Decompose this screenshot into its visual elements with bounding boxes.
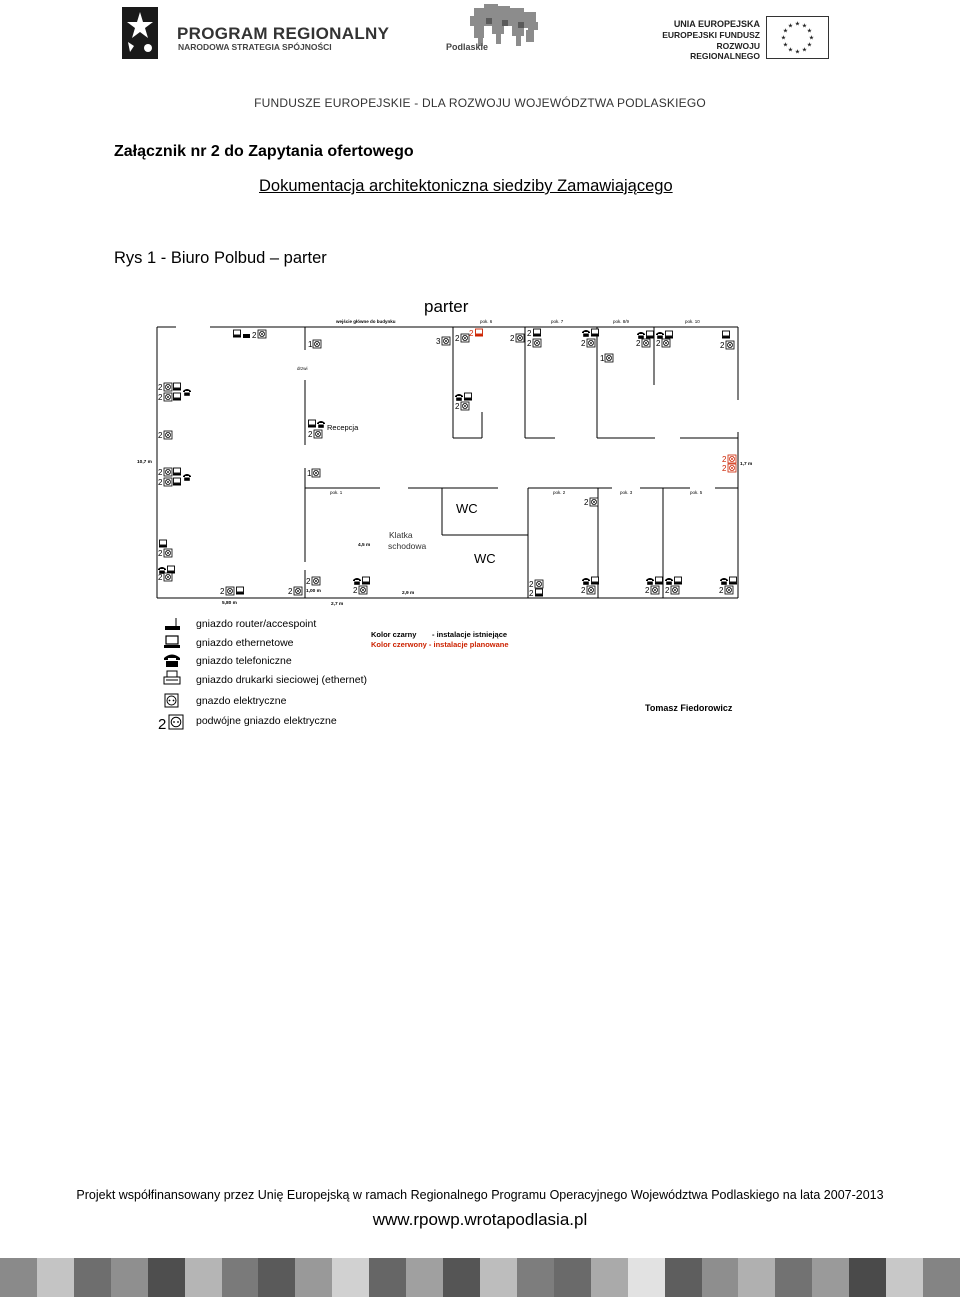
- socket-count: 2: [220, 587, 225, 596]
- socket-count: 2: [455, 402, 460, 411]
- footer-bar-segment: [406, 1258, 443, 1297]
- figure-caption: Rys 1 - Biuro Polbud – parter: [114, 249, 327, 267]
- svg-text:★: ★: [787, 22, 794, 30]
- footer-bar-segment: [222, 1258, 259, 1297]
- socket-count: 2: [288, 587, 293, 596]
- socket-count: 1: [307, 469, 312, 478]
- printer-socket-icon: [164, 671, 180, 684]
- entrance-label: wejście główne do budynku: [336, 319, 396, 324]
- legend-label-power: gnazdo elektryczne: [196, 695, 287, 707]
- svg-text:★: ★: [782, 41, 789, 49]
- phone-socket-icon: [164, 655, 180, 668]
- socket-count: 2: [158, 549, 163, 558]
- socket-count: 2: [719, 586, 724, 595]
- program-subtitle: NARODOWA STRATEGIA SPÓJNOŚCI: [178, 42, 332, 52]
- room-label-pok6: pok. 6: [480, 319, 493, 324]
- footer-bar-segment: [0, 1258, 37, 1297]
- footer-bar-segment: [443, 1258, 480, 1297]
- footer-bar-segment: [738, 1258, 775, 1297]
- dimension-label: 2,9 m: [402, 591, 415, 596]
- room-label-pok10: pok. 10: [685, 319, 700, 324]
- footer-bar-segment: [812, 1258, 849, 1297]
- footer-bar-segment: [295, 1258, 332, 1297]
- room-label-pok89: pok. 8/9: [613, 319, 630, 324]
- legend-label-printer: gniazdo drukarki sieciowej (ethernet): [196, 674, 367, 686]
- legend-label-double-power: podwójne gniazdo elektryczne: [196, 715, 337, 727]
- svg-text:★: ★: [801, 22, 808, 30]
- footer-bar-segment: [886, 1258, 923, 1297]
- svg-text:★: ★: [801, 46, 808, 54]
- legend-double-count: 2: [158, 716, 167, 733]
- socket-count: 2: [158, 383, 163, 392]
- ethernet-socket-icon: [164, 636, 180, 648]
- eu-line-1: UNIA EUROPEJSKA: [673, 19, 760, 29]
- room-label-pok1: pok. 1: [330, 490, 343, 495]
- eu-line-3: ROZWOJU REGIONALNEGO: [690, 41, 760, 61]
- footer-bar-segment: [111, 1258, 148, 1297]
- footer-decorative-bar: [0, 1258, 960, 1297]
- socket-count: 3: [436, 337, 441, 346]
- socket-count: 2: [636, 339, 641, 348]
- floor-plan: [130, 290, 770, 740]
- socket-count: 2: [665, 586, 670, 595]
- legend-label-router: gniazdo router/accespoint: [196, 618, 317, 630]
- socket-count: 2: [584, 498, 589, 507]
- footer-bar-segment: [74, 1258, 111, 1297]
- dimension-label: 5,80 m: [222, 601, 237, 606]
- plan-legend: [158, 618, 733, 733]
- program-regionalny-logo-icon: [120, 4, 160, 62]
- svg-text:★: ★: [808, 34, 815, 42]
- stairwell-label-line2: schodowa: [388, 541, 427, 551]
- legend-label-ethernet: gniazdo ethernetowe: [196, 637, 294, 649]
- socket-count: 2: [158, 468, 163, 477]
- svg-text:★: ★: [806, 27, 813, 35]
- legend-label-phone: gniazdo telefoniczne: [196, 655, 292, 667]
- eu-flag-icon: [766, 16, 829, 59]
- wc-label-1: WC: [456, 501, 478, 516]
- room-label-pok7: pok. 7: [551, 319, 564, 324]
- wc-label-2: WC: [474, 551, 496, 566]
- svg-text:★: ★: [782, 27, 789, 35]
- socket-count: 2: [581, 586, 586, 595]
- socket-count: 2: [529, 589, 534, 598]
- dimension-label: 1,00 m: [306, 589, 321, 594]
- power-socket-icon: [165, 694, 178, 707]
- socket-count: 2: [527, 329, 532, 338]
- socket-count: 2: [581, 339, 586, 348]
- socket-count-planned: 2: [722, 464, 727, 473]
- footer-bar-segment: [923, 1258, 960, 1297]
- footer-bar-segment: [37, 1258, 74, 1297]
- socket-count: 1: [308, 340, 313, 349]
- stairwell-label-line1: Klatka: [389, 530, 413, 540]
- socket-count: 2: [158, 431, 163, 440]
- footer-bar-segment: [185, 1258, 222, 1297]
- socket-count: 2: [353, 586, 358, 595]
- svg-text:★: ★: [806, 41, 813, 49]
- footer-bar-segment: [665, 1258, 702, 1297]
- footer-bar-segment: [591, 1258, 628, 1297]
- door-label: drzwi: [297, 366, 308, 371]
- attachment-title: Załącznik nr 2 do Zapytania ofertowego: [114, 143, 414, 160]
- plan-title: parter: [424, 297, 469, 316]
- color-legend-red: Kolor czerwony - instalacje planowane: [371, 640, 509, 649]
- socket-count: 2: [529, 580, 534, 589]
- region-label: Podlaskie: [446, 42, 489, 52]
- room-label-pok2: pok. 2: [553, 490, 566, 495]
- socket-count: 2: [455, 334, 460, 343]
- footer-bar-segment: [517, 1258, 554, 1297]
- svg-text:★: ★: [794, 20, 801, 28]
- footer-bar-segment: [369, 1258, 406, 1297]
- socket-count: 2: [656, 339, 661, 348]
- socket-count: 2: [308, 430, 313, 439]
- room-label-pok5: pok. 5: [690, 490, 703, 495]
- color-legend-black-key: Kolor czarny: [371, 630, 417, 639]
- socket-count: 2: [252, 331, 257, 340]
- footer-bar-segment: [849, 1258, 886, 1297]
- router-socket-icon: [165, 618, 180, 630]
- reception-label: Recepcja: [327, 423, 359, 432]
- svg-text:★: ★: [794, 48, 801, 56]
- socket-count: 2: [158, 573, 163, 582]
- double-power-socket-icon: [158, 715, 183, 733]
- svg-text:★: ★: [787, 46, 794, 54]
- dimension-label: 4,5 m: [358, 543, 371, 548]
- socket-count: 2: [645, 586, 650, 595]
- footer-bar-segment: [258, 1258, 295, 1297]
- footer-url: www.rpowp.wrotapodlasia.pl: [372, 1210, 588, 1229]
- footer-bar-segment: [332, 1258, 369, 1297]
- program-title: PROGRAM REGIONALNY: [177, 24, 390, 43]
- color-legend-black-desc: - instalacje istniejące: [432, 630, 508, 639]
- socket-count: 2: [720, 341, 725, 350]
- eu-line-2: EUROPEJSKI FUNDUSZ: [662, 30, 760, 40]
- socket-count-planned: 2: [469, 329, 474, 338]
- footer-bar-segment: [554, 1258, 591, 1297]
- socket-count: 2: [306, 577, 311, 586]
- footer-bar-segment: [148, 1258, 185, 1297]
- plan-author: Tomasz Fiedorowicz: [645, 703, 733, 713]
- svg-text:★: ★: [780, 34, 787, 42]
- cofinance-note: Projekt współfinansowany przez Unię Europejską w ramach Regionalnego Programu Operacyjnego Województwa Podlaskiego na lata 2007-2013: [76, 1188, 884, 1202]
- footer-bar-segment: [628, 1258, 665, 1297]
- footer-bar-segment: [480, 1258, 517, 1297]
- socket-count: 2: [158, 478, 163, 487]
- dimension-label: 2,7 m: [331, 602, 344, 607]
- socket-count: 2: [527, 339, 532, 348]
- socket-count-planned: 2: [722, 455, 727, 464]
- dimension-label: 10,7 m: [137, 460, 152, 465]
- dimension-label: 1,7 m: [740, 462, 753, 467]
- socket-count: 2: [158, 393, 163, 402]
- footer-bar-segment: [775, 1258, 812, 1297]
- socket-count: 2: [510, 334, 515, 343]
- footer-bar-segment: [702, 1258, 739, 1297]
- funds-tagline: FUNDUSZE EUROPEJSKIE - DLA ROZWOJU WOJEWÓDZTWA PODLASKIEGO: [254, 96, 706, 110]
- socket-count: 1: [600, 354, 605, 363]
- document-title: Dokumentacja architektoniczna siedziby Zamawiającego: [259, 177, 673, 195]
- room-label-pok3: pok. 3: [620, 490, 633, 495]
